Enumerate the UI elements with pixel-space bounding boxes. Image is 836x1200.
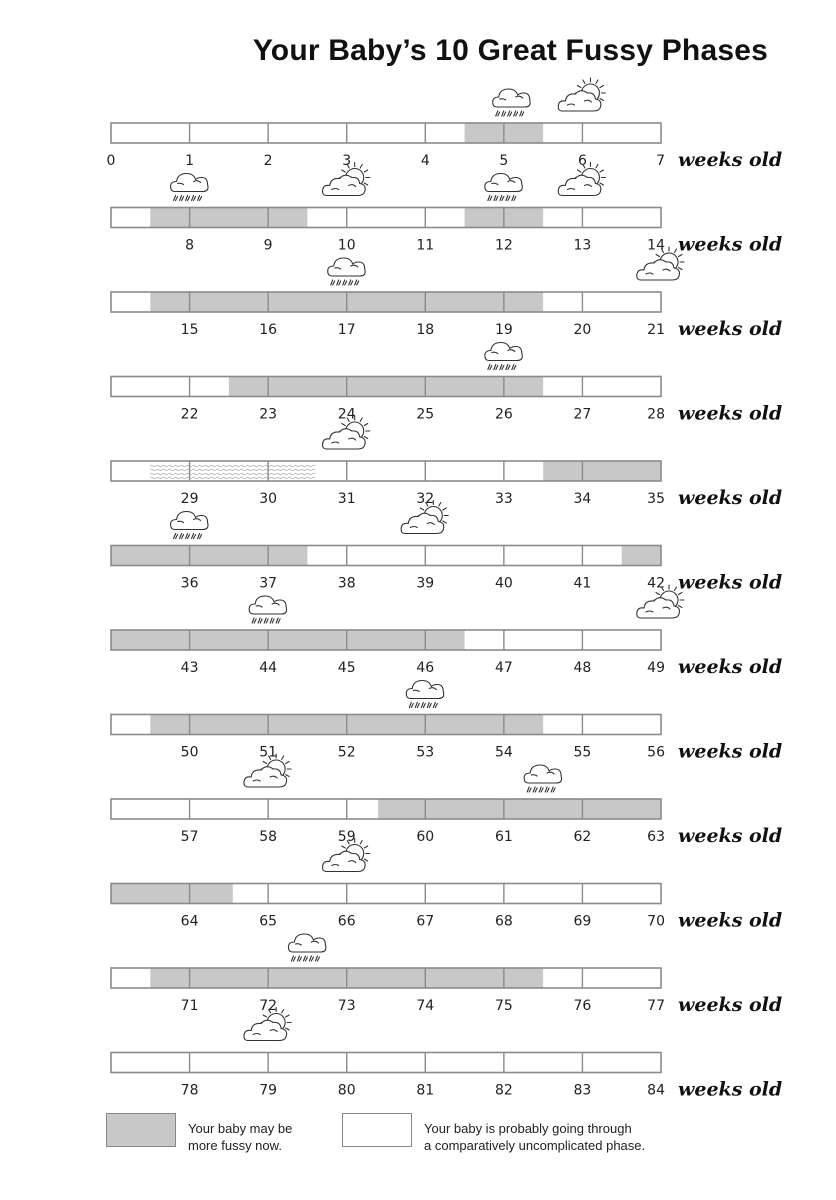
week-tick-label: 60	[416, 829, 435, 845]
sun-ray	[675, 249, 677, 252]
sun-ray	[600, 86, 603, 88]
rain-streak	[545, 787, 549, 792]
sun-ray	[360, 418, 362, 421]
cloud-shape	[485, 343, 522, 361]
week-tick-label: 76	[573, 998, 592, 1014]
page-title: Your Baby’s 10 Great Fussy Phases	[252, 34, 768, 67]
rain-streak	[527, 787, 531, 792]
rain-cloud-icon	[171, 512, 208, 539]
weeks-old-label: weeks old	[678, 1078, 783, 1100]
rain-streak	[192, 534, 196, 539]
cloud-shape	[171, 512, 208, 530]
week-tick-label: 81	[416, 1082, 435, 1099]
week-tick-label: 61	[494, 829, 513, 845]
sun-ray	[360, 165, 362, 168]
week-tick-label: 51	[259, 744, 278, 761]
legend-fussy-line2: more fussy now.	[188, 1138, 282, 1153]
sun-ray	[577, 170, 580, 172]
week-tick-label: 27	[573, 406, 592, 423]
sun-ray	[600, 183, 603, 185]
week-tick-label: 33	[494, 491, 513, 507]
rain-streak	[258, 618, 262, 623]
rain-streak	[551, 787, 555, 792]
sun-ray	[600, 99, 603, 101]
rain-streak	[488, 196, 492, 201]
week-tick-label: 9	[263, 237, 273, 254]
weeks-old-label: weeks old	[678, 656, 783, 678]
week-tick-label: 23	[259, 406, 278, 423]
sun-ray	[364, 424, 367, 426]
rain-streak	[500, 365, 504, 370]
rain-streak	[349, 280, 353, 285]
week-tick-label: 83	[573, 1082, 592, 1099]
fussy-period-segment	[111, 884, 233, 904]
rain-streak	[186, 196, 190, 201]
sun-ray	[675, 587, 677, 590]
legend-calm-text	[424, 1120, 645, 1154]
timeline-row	[111, 715, 782, 763]
week-tick-label: 80	[337, 1082, 356, 1099]
cloud-shape	[328, 258, 365, 276]
rain-streak	[421, 703, 425, 708]
week-tick-label: 44	[259, 660, 278, 676]
week-tick-label: 42	[647, 575, 665, 592]
rain-streak	[264, 618, 268, 623]
week-tick-label: 18	[416, 322, 435, 338]
rain-cloud-icon	[493, 89, 530, 116]
rain-streak	[506, 196, 510, 201]
timeline-row	[111, 1053, 782, 1101]
rain-streak	[539, 787, 543, 792]
cloud-shape	[288, 934, 325, 952]
week-tick-label: 38	[337, 575, 356, 592]
timeline-row	[111, 630, 782, 678]
sun-ray	[286, 775, 289, 777]
week-tick-label: 8	[185, 237, 195, 254]
week-tick-label: 53	[416, 744, 435, 761]
rain-streak	[488, 365, 492, 370]
timeline-row	[111, 799, 782, 847]
row-bar-background	[111, 123, 661, 143]
rain-cloud-icon	[249, 596, 286, 623]
rain-streak	[494, 196, 498, 201]
fussy-period-segment	[111, 546, 307, 566]
sun-ray	[342, 846, 345, 848]
week-tick-label: 46	[416, 660, 435, 676]
legend-fussy-line1: Your baby may be	[188, 1121, 293, 1136]
week-tick-label: 74	[416, 998, 435, 1014]
fussy-period-segment	[543, 461, 661, 481]
week-tick-label: 49	[647, 660, 665, 676]
sun-ray	[286, 762, 289, 764]
week-tick-label: 77	[647, 998, 665, 1014]
week-tick-label: 34	[573, 491, 592, 507]
timeline-row	[111, 377, 782, 425]
week-tick-label: 14	[647, 237, 665, 254]
sun-ray	[364, 170, 367, 172]
weeks-old-label: weeks old	[678, 149, 783, 171]
week-tick-label: 28	[647, 406, 665, 423]
legend-fussy-text	[188, 1120, 292, 1154]
sun-ray	[583, 80, 585, 83]
rain-streak	[512, 365, 516, 370]
sun-cloud-icon	[558, 78, 605, 111]
week-tick-label: 56	[647, 744, 665, 761]
cloud-shape	[485, 174, 522, 192]
week-tick-label: 55	[573, 744, 592, 761]
week-tick-label: 63	[647, 829, 665, 845]
cloud-shape	[249, 596, 286, 614]
weeks-old-label: weeks old	[678, 571, 783, 594]
week-tick-label: 7	[656, 153, 665, 169]
sun-ray	[342, 424, 345, 426]
week-tick-label: 48	[573, 660, 592, 676]
week-tick-label: 13	[573, 237, 592, 254]
week-tick-label: 75	[494, 998, 513, 1014]
rain-streak	[433, 703, 437, 708]
rain-cloud-icon	[485, 343, 522, 370]
week-tick-label: 20	[573, 322, 592, 338]
week-tick-label: 36	[180, 575, 199, 592]
week-tick-label: 12	[494, 237, 513, 254]
fussy-period-segment	[111, 630, 465, 650]
rain-streak	[502, 111, 506, 116]
rain-streak	[508, 111, 512, 116]
cloud-shape	[406, 681, 443, 699]
rain-streak	[337, 280, 341, 285]
sun-ray	[282, 1010, 284, 1013]
timeline-row	[111, 968, 782, 1016]
rain-streak	[192, 196, 196, 201]
week-tick-label: 40	[494, 575, 513, 592]
sun-ray	[360, 841, 362, 844]
rain-streak	[252, 618, 256, 623]
week-tick-label: 19	[494, 322, 513, 338]
rain-streak	[297, 956, 301, 961]
week-tick-label: 11	[416, 237, 435, 254]
rain-streak	[303, 956, 307, 961]
sun-ray	[364, 183, 367, 185]
timeline-row	[111, 461, 782, 509]
sun-ray	[342, 170, 345, 172]
sun-ray	[286, 1028, 289, 1030]
week-tick-label: 58	[259, 829, 278, 845]
week-tick-label: 78	[180, 1082, 199, 1099]
rain-streak	[180, 534, 184, 539]
rain-streak	[500, 196, 504, 201]
timeline-row	[111, 292, 782, 340]
rain-streak	[514, 111, 518, 116]
week-tick-label: 71	[180, 998, 199, 1014]
week-tick-label: 0	[106, 153, 116, 169]
rain-streak	[309, 956, 313, 961]
week-tick-label: 21	[647, 322, 665, 338]
timeline-row	[111, 208, 782, 256]
rain-streak	[180, 196, 184, 201]
cloud-shape	[171, 174, 208, 192]
timeline-row	[111, 884, 782, 932]
rain-cloud-icon	[524, 765, 561, 792]
rain-streak	[174, 196, 178, 201]
fussy-period-segment	[622, 546, 661, 566]
week-tick-label: 70	[647, 913, 665, 930]
week-tick-label: 84	[647, 1082, 665, 1099]
week-tick-label: 29	[180, 491, 199, 507]
timeline-row	[111, 546, 782, 594]
rain-streak	[520, 111, 524, 116]
week-tick-label: 32	[416, 491, 435, 507]
week-tick-label: 62	[573, 829, 592, 845]
rain-streak	[506, 365, 510, 370]
week-tick-label: 73	[337, 998, 356, 1014]
rain-streak	[409, 703, 413, 708]
week-tick-label: 79	[259, 1082, 278, 1099]
weeks-old-label: weeks old	[678, 740, 783, 763]
sun-ray	[600, 170, 603, 172]
rain-streak	[427, 703, 431, 708]
rain-streak	[186, 534, 190, 539]
rain-streak	[174, 534, 178, 539]
week-tick-label: 68	[494, 913, 513, 930]
fussy-period-segment	[378, 799, 661, 819]
fussy-period-segment	[229, 377, 543, 397]
cloud-shape	[524, 765, 561, 783]
sun-ray	[443, 521, 446, 523]
rain-cloud-icon	[328, 258, 365, 285]
rain-streak	[198, 196, 202, 201]
week-tick-label: 15	[180, 322, 199, 338]
weeks-old-label: weeks old	[678, 233, 783, 256]
weeks-old-label: weeks old	[678, 909, 783, 932]
week-tick-label: 16	[259, 322, 278, 338]
week-tick-label: 72	[259, 998, 278, 1014]
week-tick-label: 5	[499, 153, 509, 169]
weeks-old-label: weeks old	[678, 318, 783, 340]
week-tick-label: 45	[337, 660, 356, 676]
sun-ray	[443, 508, 446, 510]
sun-ray	[420, 508, 423, 510]
week-tick-label: 30	[259, 491, 278, 507]
week-tick-label: 35	[647, 491, 665, 507]
sun-ray	[263, 762, 266, 764]
sun-ray	[679, 606, 682, 608]
week-tick-label: 26	[494, 406, 513, 423]
legend-calm-swatch	[342, 1113, 412, 1147]
sun-ray	[263, 1015, 266, 1017]
week-tick-label: 54	[494, 744, 513, 761]
week-tick-label: 25	[416, 406, 435, 423]
rain-streak	[496, 111, 500, 116]
week-tick-label: 52	[337, 744, 356, 761]
hatched-period-segment	[150, 463, 315, 479]
weeks-old-label: weeks old	[678, 402, 783, 425]
sun-ray	[282, 756, 284, 759]
fussy-period-segment	[150, 208, 307, 228]
rain-streak	[270, 618, 274, 623]
row-bar-background	[111, 1053, 661, 1073]
cloud-shape	[493, 89, 530, 107]
sun-ray	[577, 86, 580, 88]
rain-cloud-icon	[171, 174, 208, 201]
sun-ray	[656, 255, 659, 257]
rain-streak	[512, 196, 516, 201]
rain-streak	[276, 618, 280, 623]
week-tick-label: 22	[180, 406, 199, 423]
week-tick-label: 39	[416, 575, 435, 592]
rain-cloud-icon	[406, 681, 443, 708]
week-tick-label: 41	[573, 575, 592, 592]
sun-ray	[679, 268, 682, 270]
week-tick-label: 3	[342, 153, 352, 169]
sun-ray	[286, 1015, 289, 1017]
week-tick-label: 31	[337, 491, 356, 507]
week-tick-label: 64	[180, 913, 199, 930]
week-tick-label: 6	[577, 153, 587, 169]
legend-calm-line2: a comparatively uncomplicated phase.	[424, 1138, 646, 1153]
legend-fussy-swatch	[106, 1113, 176, 1147]
week-tick-label: 4	[420, 153, 430, 169]
rain-streak	[315, 956, 319, 961]
sun-ray	[656, 593, 659, 595]
rain-streak	[494, 365, 498, 370]
week-tick-label: 47	[494, 660, 513, 676]
weeks-old-label: weeks old	[678, 825, 783, 847]
weeks-old-label: weeks old	[678, 487, 783, 509]
rain-streak	[415, 703, 419, 708]
week-tick-label: 59	[337, 829, 356, 845]
week-tick-label: 50	[180, 744, 199, 761]
rain-streak	[343, 280, 347, 285]
rain-streak	[331, 280, 335, 285]
legend-calm-line1: Your baby is probably going through	[424, 1121, 632, 1136]
week-tick-label: 69	[573, 913, 592, 930]
week-tick-label: 43	[180, 660, 199, 676]
sun-ray	[439, 503, 441, 506]
sun-ray	[364, 846, 367, 848]
sun-ray	[596, 80, 598, 83]
weeks-old-label: weeks old	[678, 994, 783, 1016]
week-tick-label: 66	[337, 913, 356, 930]
rain-streak	[291, 956, 295, 961]
sun-ray	[364, 437, 367, 439]
rain-cloud-icon	[485, 174, 522, 201]
sun-ray	[364, 859, 367, 861]
week-tick-label: 65	[259, 913, 278, 930]
week-tick-label: 2	[263, 153, 273, 169]
rain-streak	[198, 534, 202, 539]
week-tick-label: 67	[416, 913, 435, 930]
week-tick-label: 82	[494, 1082, 513, 1099]
week-tick-label: 37	[259, 575, 278, 592]
week-tick-label: 57	[180, 829, 199, 845]
rain-streak	[533, 787, 537, 792]
week-tick-label: 17	[337, 322, 356, 338]
sun-ray	[596, 165, 598, 168]
week-tick-label: 24	[337, 406, 356, 423]
timeline-row	[107, 123, 783, 171]
rain-streak	[355, 280, 359, 285]
week-tick-label: 1	[185, 153, 195, 169]
week-tick-label: 10	[337, 237, 356, 254]
rain-cloud-icon	[288, 934, 325, 961]
